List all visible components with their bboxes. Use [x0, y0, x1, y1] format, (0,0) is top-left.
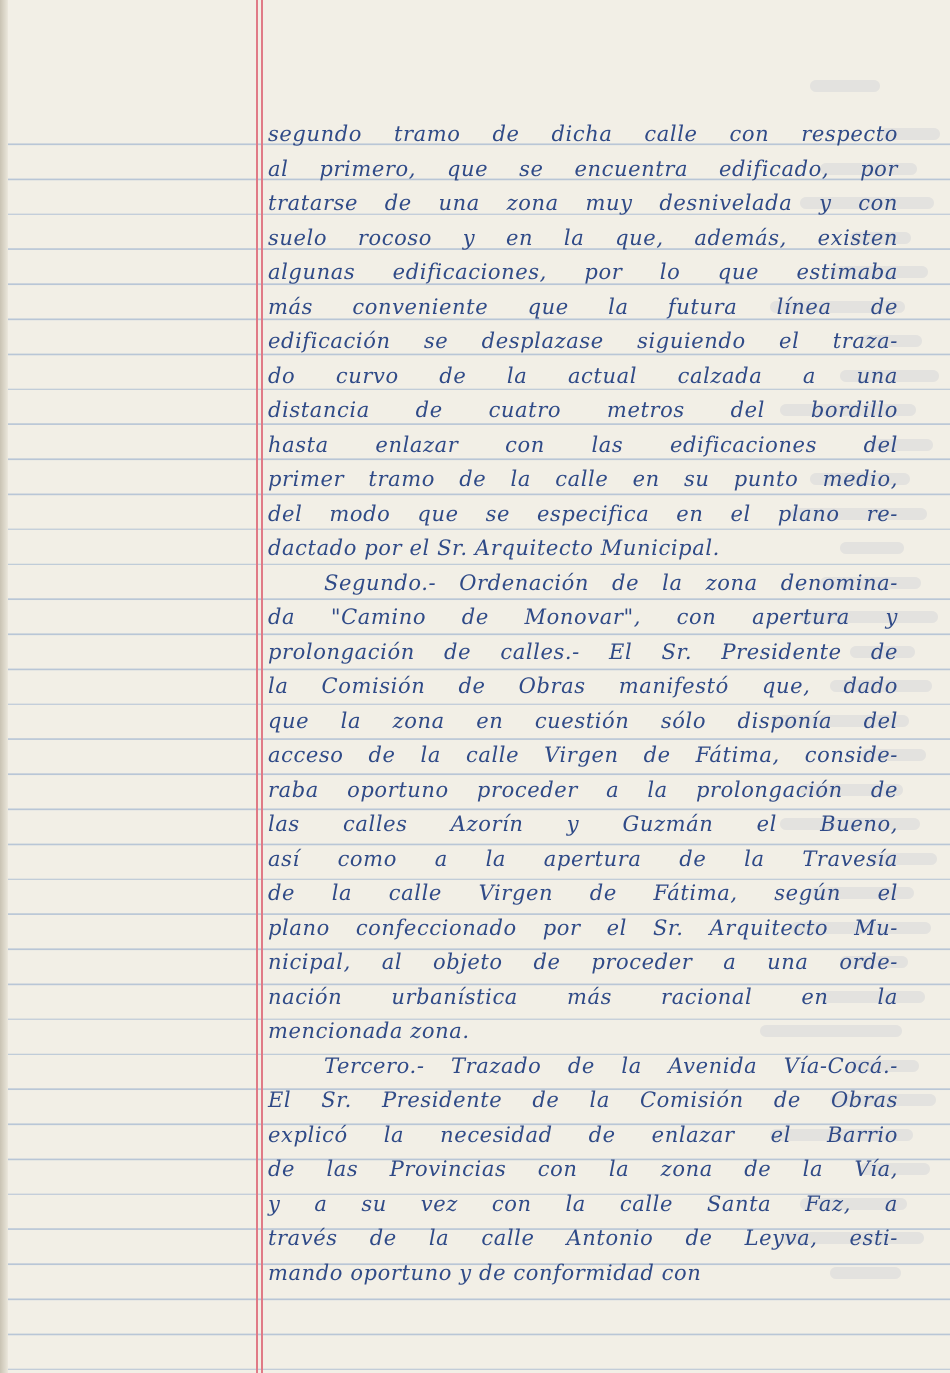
text-line: segundo tramo de dicha calle con respecto [268, 122, 898, 146]
page-binding-edge [0, 0, 8, 1373]
text-line: hasta enlazar con las edificaciones del [268, 432, 898, 457]
text-line: través de la calle Antonio de Leyva, esti- [268, 1226, 898, 1250]
page-header-band [0, 0, 950, 110]
text-line: acceso de la calle Virgen de Fátima, conside- [268, 743, 898, 767]
text-line: El Sr. Presidente de la Comisión de Obras [268, 1088, 898, 1112]
text-line: así como a la apertura de la Travesía [268, 846, 898, 871]
text-line: nación urbanística más racional en la [268, 984, 898, 1009]
margin-line-left [256, 0, 258, 1373]
text-line: algunas edificaciones, por lo que estimaba [268, 260, 898, 284]
text-line: mencionada zona. [268, 1019, 470, 1043]
text-line: tratarse de una zona muy desnivelada y con [268, 191, 898, 215]
text-line: plano confeccionado por el Sr. Arquitecto Mu- [268, 915, 898, 940]
text-line: las calles Azorín y Guzmán el Bueno, [268, 812, 898, 836]
text-line: distancia de cuatro metros del bordillo [268, 398, 898, 422]
text-line: la Comisión de Obras manifestó que, dado [268, 674, 898, 698]
text-line: nicipal, al objeto de proceder a una orde- [268, 950, 898, 974]
text-line: de la calle Virgen de Fátima, según el [268, 881, 898, 905]
text-line: y a su vez con la calle Santa Faz, a [268, 1191, 898, 1216]
handwritten-text [268, 117, 898, 1290]
text-line: raba oportuno proceder a la prolongación de [268, 777, 898, 802]
text-line: do curvo de la actual calzada a una [268, 363, 898, 388]
text-line: suelo rocoso y en la que, además, existen [268, 225, 898, 250]
text-line: dactado por el Sr. Arquitecto Municipal. [268, 536, 720, 560]
text-line: Tercero.- Trazado de la Avenida Vía-Cocá.- [324, 1053, 898, 1078]
text-line: primer tramo de la calle en su punto medio, [268, 467, 898, 491]
text-line: explicó la necesidad de enlazar el Barrio [268, 1122, 898, 1147]
text-line: Segundo.- Ordenación de la zona denomina- [324, 570, 898, 595]
text-line: da "Camino de Monovar", con apertura y [268, 605, 898, 629]
text-line: mando oportuno y de conformidad con [268, 1260, 702, 1285]
text-line: que la zona en cuestión sólo disponía del [268, 708, 898, 733]
margin-line-right [261, 0, 263, 1373]
text-line: del modo que se especifica en el plano re- [268, 501, 898, 526]
text-line: al primero, que se encuentra edificado, por [268, 156, 898, 181]
text-line: de las Provincias con la zona de la Vía, [268, 1157, 898, 1181]
text-line: más conveniente que la futura línea de [268, 294, 898, 319]
text-line: edificación se desplazase siguiendo el traza- [268, 329, 898, 353]
text-line: prolongación de calles.- El Sr. Presidente de [268, 639, 898, 664]
